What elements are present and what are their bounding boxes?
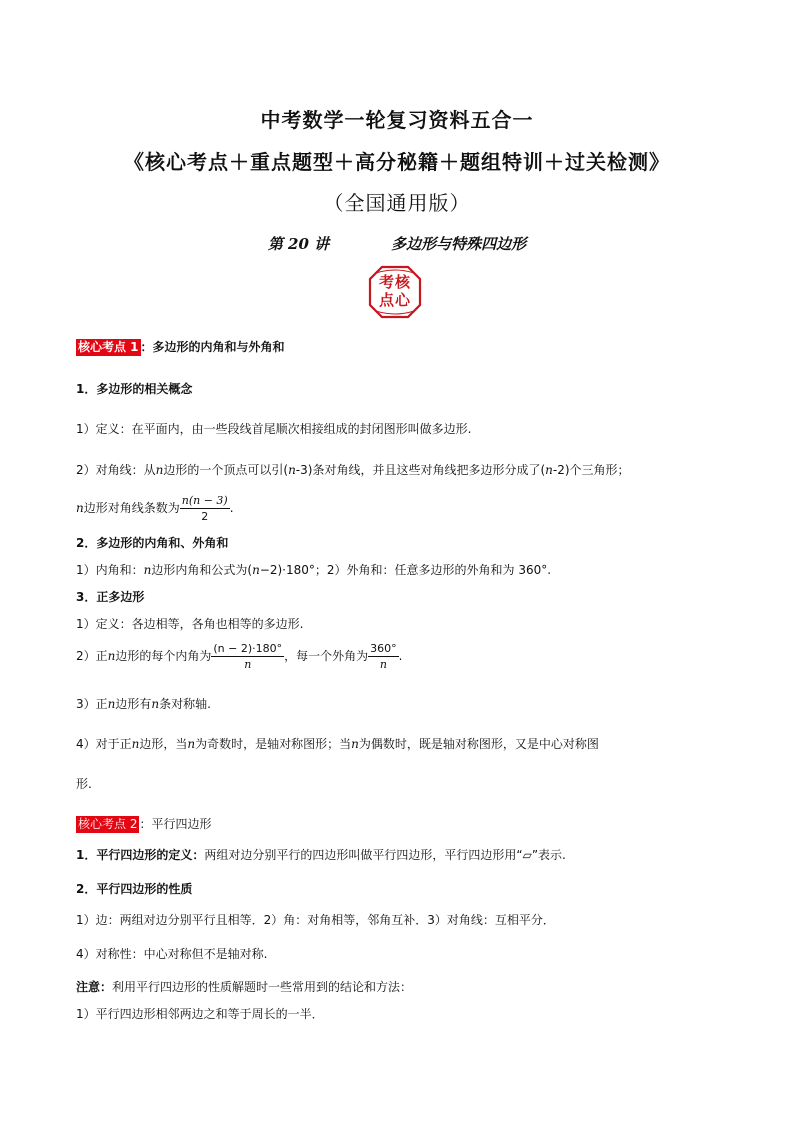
section2-title: ：平行四边形 [139, 817, 212, 831]
chapter-heading [0, 233, 794, 254]
s1-symmetry-axes: 3）正n边形有n条对称轴. [76, 697, 211, 711]
section2-heading [76, 815, 211, 833]
s1-angle-sum-text: 1）内角和：n边形内角和公式为(n−2)·180°；2）外角和：任意多边形的外角和为 360°. [76, 563, 552, 577]
exterior-angle-fraction: $\frac{360^\circ}{n}$ [370, 642, 397, 671]
s1-diagonal-count: n边形对角线条数为 $\frac{n(n - 3)}{2}$ . [76, 494, 234, 523]
section1-title: ：多边形的内角和与外角和 [140, 340, 285, 354]
chapter-title: 多边形与特殊四边形 [391, 235, 527, 253]
chapter-number: 第 20 讲 [267, 235, 330, 253]
doc-edition: （全国通用版） [323, 191, 471, 215]
s1-regular-angles: 2）正n边形的每个内角为 $\frac{(n - 2)\cdot 180^\circ}{n}$ ，每一个外角为 $\frac{360^\circ}{n}$ . [76, 642, 403, 671]
s1-heading-angle-sum: 2．多边形的内角和、外角和 [76, 536, 229, 550]
s2-symmetry-text: 4）对称性：中心对称但不是轴对称. [76, 947, 268, 961]
s1-symmetry-text-cont: 形. [76, 777, 92, 791]
seal-text: 考核 点心 [378, 273, 411, 309]
s2-heading-properties: 2．平行四边形的性质 [76, 882, 193, 896]
diagonal-count-fraction: $\frac{n(n - 3)}{2}$ [181, 494, 228, 523]
s1-heading-concepts: 1．多边形的相关概念 [76, 382, 193, 396]
section1-heading [76, 338, 285, 356]
doc-subtitle: 《核心考点＋重点题型＋高分秘籍＋题组特训＋过关检测》 [124, 150, 670, 174]
s1-heading-regular: 3．正多边形 [76, 590, 145, 604]
s1-regular-definition: 1）定义：各边相等，各角也相等的多边形. [76, 617, 304, 631]
doc-title: 中考数学一轮复习资料五合一 [260, 108, 534, 132]
core-point-tag: 核心考点 1 [78, 340, 139, 354]
key-points-seal-logo [368, 265, 422, 319]
s1-diagonal-text: 2）对角线：从n边形的一个顶点可以引(n-3)条对角线，并且这些对角线把多边形分成了(n-2)个三角形； [76, 463, 630, 477]
s2-properties-text: 1）边：两组对边分别平行且相等．2）角：对角相等，邻角互补．3）对角线：互相平分． [76, 913, 555, 927]
s1-symmetry-text: 4）对于正n边形，当n为奇数时，是轴对称图形；当n为偶数时，既是轴对称图形，又是中心对称图 [76, 737, 599, 751]
s1-definition: 1）定义：在平面内，由一些段线首尾顺次相接组成的封闭图形叫做多边形. [76, 422, 472, 436]
interior-angle-fraction: $\frac{(n - 2)\cdot 180^\circ}{n}$ [213, 642, 283, 671]
s2-note: 注意：利用平行四边形的性质解题时一些常用到的结论和方法： [76, 980, 413, 994]
core-point-tag: 核心考点 2 [78, 817, 138, 831]
s2-definition: 1．平行四边形的定义：两组对边分别平行的四边形叫做平行四边形，平行四边形用“▱”表示. [76, 848, 566, 862]
s2-note-item1: 1）平行四边形相邻两边之和等于周长的一半． [76, 1007, 324, 1021]
